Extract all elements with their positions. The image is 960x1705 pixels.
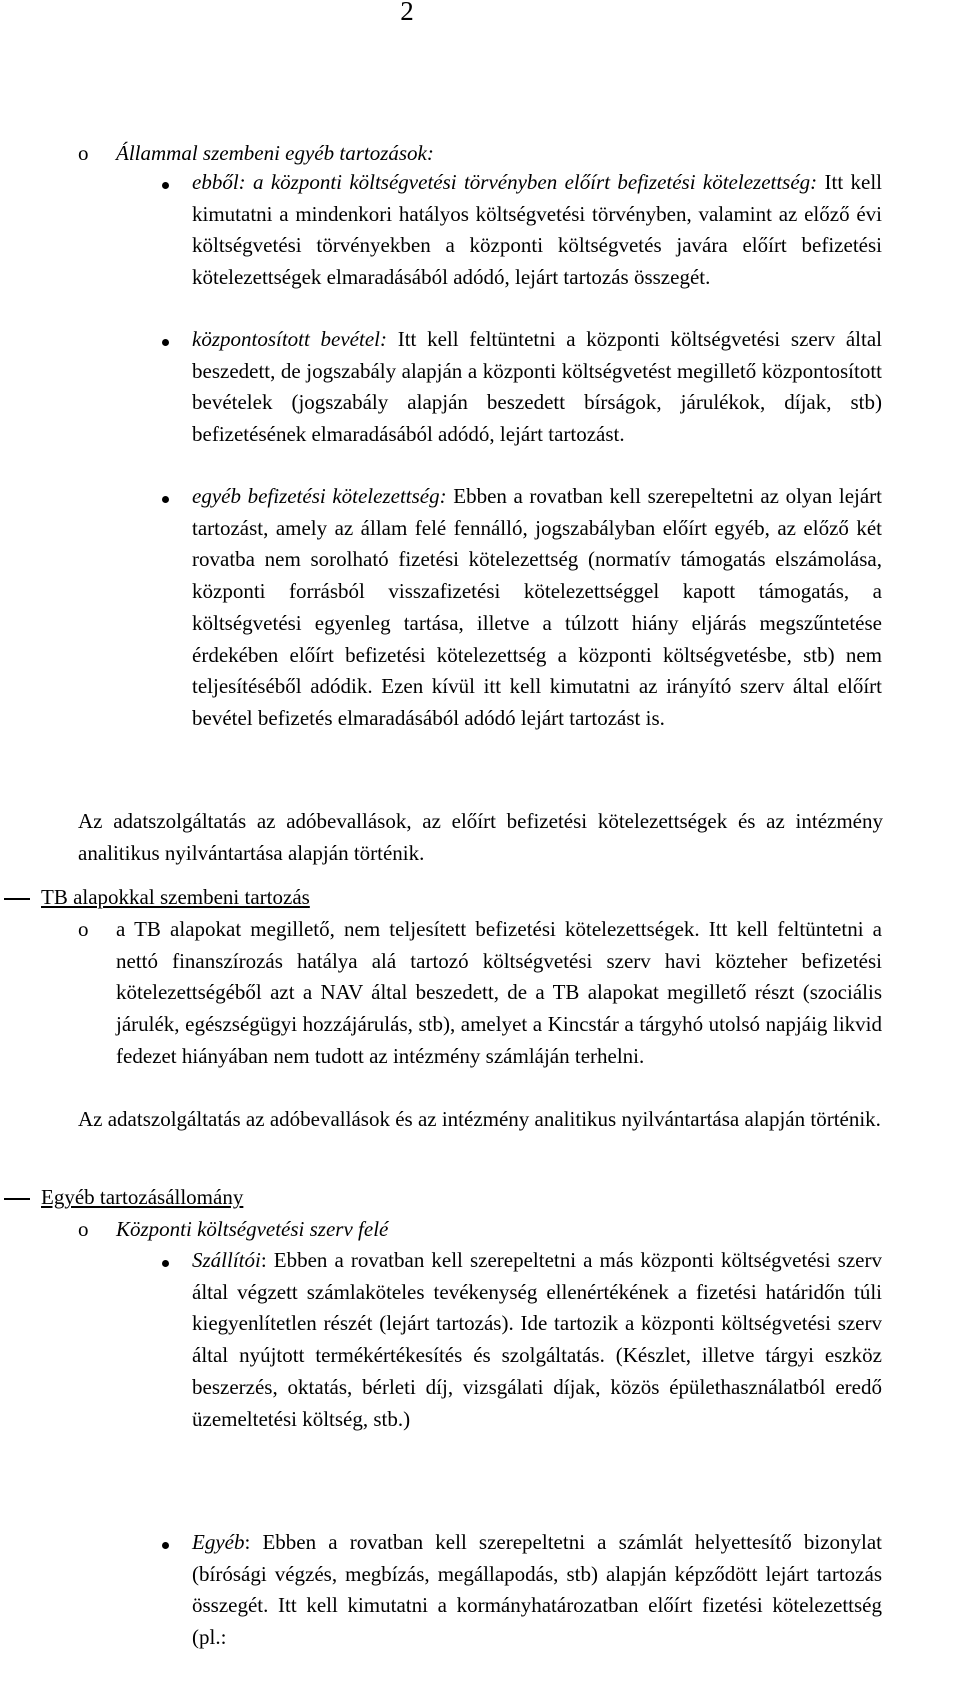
- bullet-icon: [162, 1260, 169, 1267]
- list-item-term: ebből: a központi költségvetési törvényben előírt befizetési kötelezettség:: [192, 170, 818, 194]
- list-marker-o: o: [78, 141, 89, 165]
- list-item-term: központosított bevétel:: [192, 327, 387, 351]
- list-item-term: egyéb befizetési kötelezettség:: [192, 484, 447, 508]
- list-item-paragraph: [192, 1245, 882, 1435]
- section2-item: a TB alapokat megillető, nem teljesített befizetési kötelezettségek. Itt kell feltüntetni a nettó finanszírozás hatálya alá tartozó költségvetési szerv havi közteher befizetési kötelezettségéből azt a NAV által beszedett, de a TB alapokat megillető részt (szociális járulék, egészségügyi hozzájárulás, stb), amelyet a Kincstár a tárgyhó utolsó napjáig likvid fedezet hiányában nem tudott az intézmény számláján terhelni.: [116, 917, 882, 1068]
- closing-paragraph: [78, 1104, 883, 1136]
- section1-heading: Állammal szembeni egyéb tartozások:: [116, 141, 434, 165]
- list-item-text: Itt kell kimutatni a mindenkori hatályos költségvetési törvényben, valamint az előző évi költségvetési törvényekben a központi költségvetés javára előírt befizetési kötelezettségek elmaradásából adódó, lejárt tartozás összegét.: [192, 170, 882, 290]
- list-item: [192, 324, 882, 451]
- page-number: 2: [400, 0, 414, 26]
- list-item-text: Ebben a rovatban kell szerepeltetni az olyan lejárt tartozást, amely az állam felé fennálló, jogszabályban előírt egyéb, az előző két rovatba nem sorolható fizetési kötelezettség (normatív támogatás elszámolása, központi forrásból visszafizetési kötelezettséggel kapott támogatás, a költségvetési egyenleg tartása, illetve a túlzott hiány eljárás megszűntetése érdekében előírt befizetési kötelezettség a központi költségvetésbe, stb) nem teljesítéséből adódik. Ezen kívül itt kell kimutatni az irányító szerv által előírt bevétel befizetés elmaradásából adódó lejárt tartozást is.: [192, 484, 882, 730]
- section2-closing: Az adatszolgáltatás az adóbevallások és az intézmény analitikus nyilvántartása alapján történik.: [78, 1107, 881, 1131]
- sub-heading: [116, 1214, 882, 1246]
- section-heading: [41, 882, 881, 914]
- list-item: [192, 1527, 882, 1654]
- list-item-paragraph: [192, 481, 882, 735]
- section2-heading: TB alapokkal szembeni tartozás: [41, 885, 310, 909]
- list-item-paragraph: [192, 324, 882, 451]
- list-item-term: Egyéb: [192, 1530, 245, 1554]
- section-heading: [116, 138, 886, 170]
- bullet-icon: [162, 1542, 169, 1549]
- dash-marker: [4, 898, 30, 900]
- dash-marker: [4, 1198, 30, 1200]
- section-heading: [41, 1182, 881, 1214]
- section3-subheading: Központi költségvetési szerv felé: [116, 1217, 389, 1241]
- section3-heading: Egyéb tartozásállomány: [41, 1185, 244, 1209]
- list-item-text: : Ebben a rovatban kell szerepeltetni a más központi költségvetési szerv által végzett számlaköteles tevékenység ellenértékének a fizetési határidőn túli kiegyenlítetlen részét (lejárt tartozás). Ide tartozik a központi költségvetési szerv által nyújtott termékértékesítés és szolgáltatás. (Készlet, illetve tárgyi eszköz beszerzés, oktatás, bérleti díj, vizsgálati díjak, közös épülethasználatból eredő üzemeltetési költség, stb.): [192, 1248, 882, 1431]
- list-item: [192, 167, 882, 294]
- list-item: [192, 1245, 882, 1435]
- bullet-icon: [162, 339, 169, 346]
- list-item: [192, 481, 882, 735]
- bullet-icon: [162, 496, 169, 503]
- list-marker-o: o: [78, 917, 89, 941]
- list-item-text: : Ebben a rovatban kell szerepeltetni a számlát helyettesítő bizonylat (bírósági végzés, megbízás, megállapodás, stb) alapján képződött lejárt tartozás összegét. Itt kell kimutatni a kormányhatározatban előírt fizetési kötelezettség (pl.:: [192, 1530, 882, 1650]
- list-item-term: Szállítói: [192, 1248, 261, 1272]
- closing-paragraph: [78, 806, 883, 869]
- bullet-icon: [162, 182, 169, 189]
- list-item-paragraph: [192, 167, 882, 294]
- section1-closing: Az adatszolgáltatás az adóbevallások, az előírt befizetési kötelezettségek és az intézmény analitikus nyilvántartása alapján történik.: [78, 809, 883, 865]
- list-marker-o: o: [78, 1217, 89, 1241]
- list-item-text: Itt kell feltüntetni a központi költségvetési szerv által beszedett, de jogszabály alapján a központi költségvetést megillető központosított bevételek (jogszabály alapján beszedett bírságok, járulékok, díjak, stb) befizetésének elmaradásából adódó, lejárt tartozást.: [192, 327, 882, 447]
- list-item-paragraph: [192, 1527, 882, 1654]
- list-item: [116, 914, 882, 1073]
